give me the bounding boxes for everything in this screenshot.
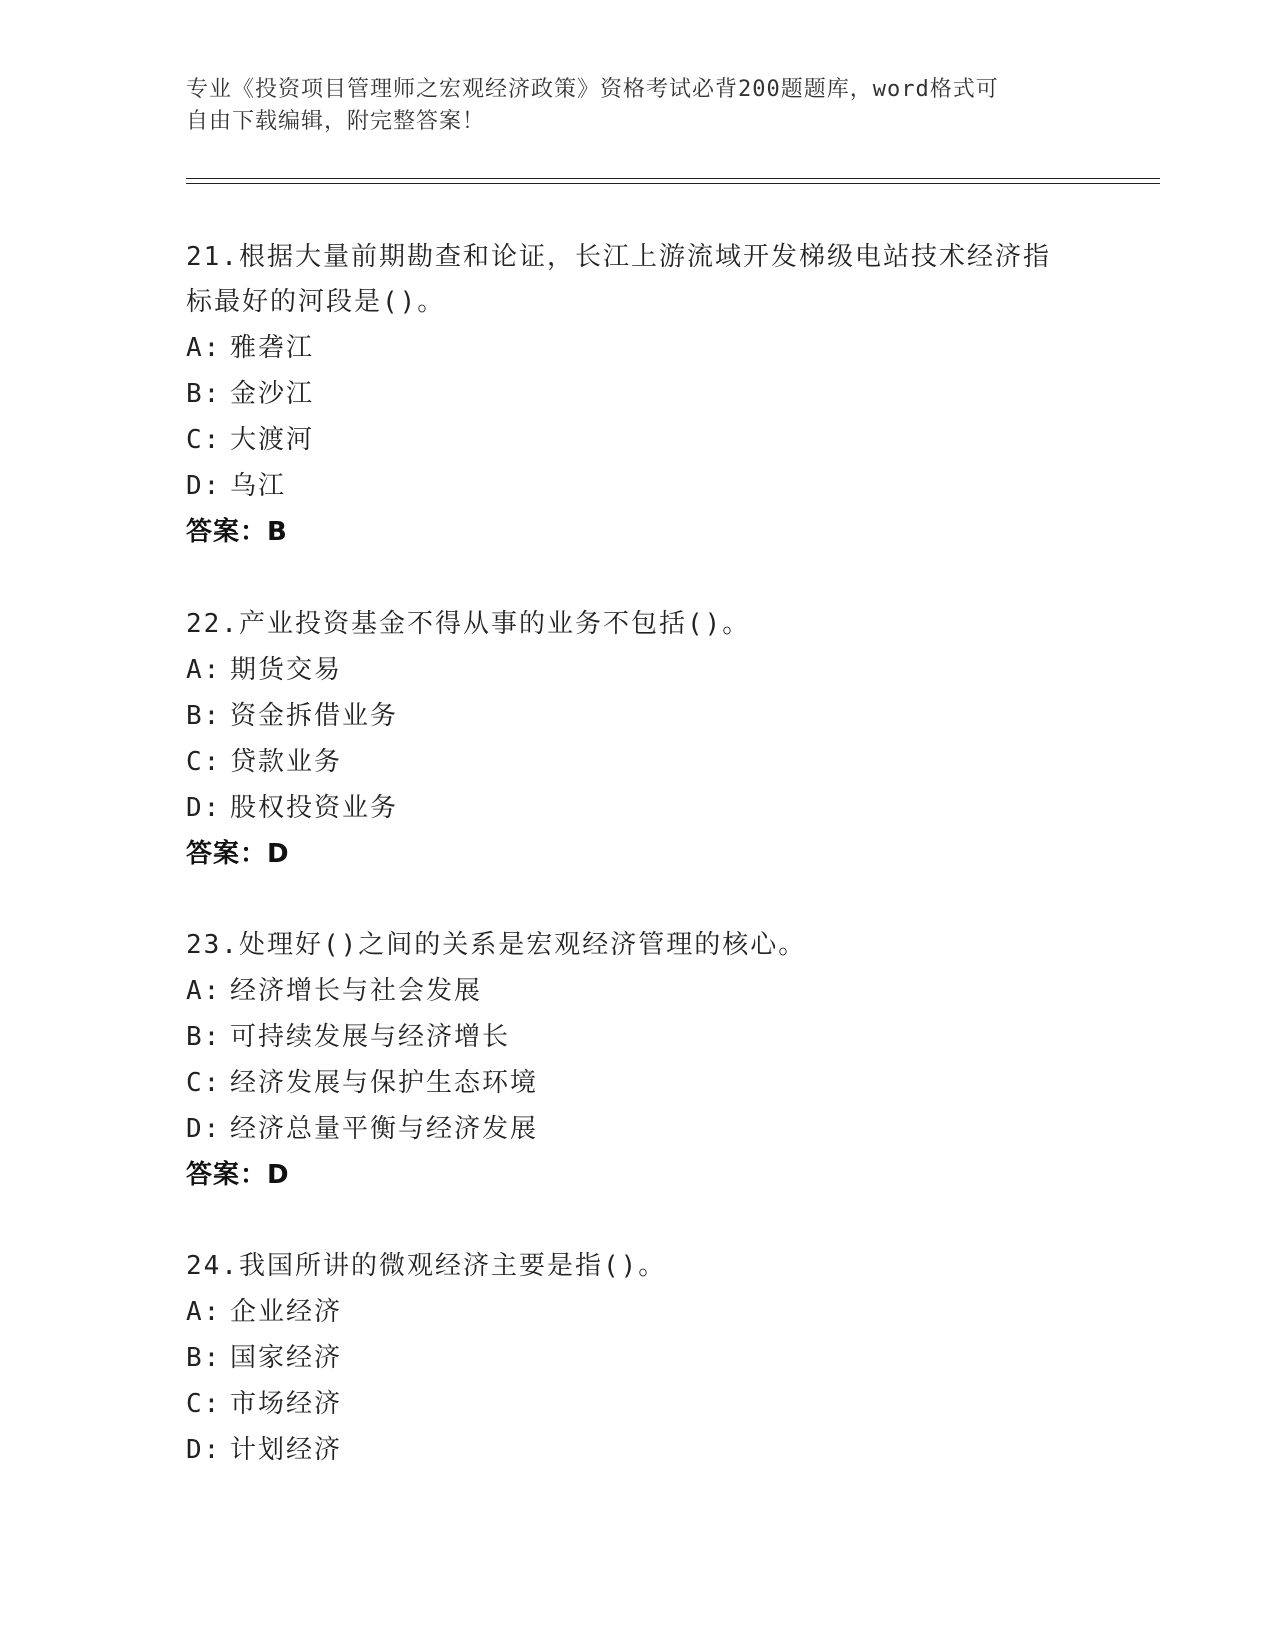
option-text: 经济发展与保护生态环境 xyxy=(230,1068,539,1098)
option-text: 企业经济 xyxy=(230,1297,343,1327)
option-d xyxy=(186,1427,1086,1473)
question-22 xyxy=(186,602,1086,877)
question-stem xyxy=(186,923,1086,968)
option-text: 雅砻江 xyxy=(230,333,315,363)
option-text: 资金拆借业务 xyxy=(230,701,399,731)
option-letter: D: xyxy=(186,471,222,501)
question-stem-line: 23.处理好()之间的关系是宏观经济管理的核心。 xyxy=(186,930,807,960)
question-stem-line: 21.根据大量前期勘查和论证，长江上游流域开发梯级电站技术经济指 xyxy=(186,242,1051,272)
option-letter: D: xyxy=(186,1114,222,1144)
document-header xyxy=(186,74,1066,138)
option-a xyxy=(186,1289,1086,1335)
option-letter: B: xyxy=(186,701,222,731)
option-letter: B: xyxy=(186,379,222,409)
option-text: 市场经济 xyxy=(230,1389,343,1419)
option-a xyxy=(186,968,1086,1014)
option-a xyxy=(186,325,1086,371)
option-letter: A: xyxy=(186,655,222,685)
option-letter: B: xyxy=(186,1022,222,1052)
option-text: 大渡河 xyxy=(230,425,315,455)
option-text: 经济总量平衡与经济发展 xyxy=(230,1114,539,1144)
option-a xyxy=(186,647,1086,693)
answer-label: 答案：D xyxy=(186,1160,290,1190)
option-c xyxy=(186,1060,1086,1106)
question-23 xyxy=(186,923,1086,1198)
option-text: 经济增长与社会发展 xyxy=(230,976,483,1006)
option-d xyxy=(186,785,1086,831)
answer-label: 答案：D xyxy=(186,839,290,869)
question-stem xyxy=(186,1244,1086,1289)
option-b xyxy=(186,1335,1086,1381)
option-text: 可持续发展与经济增长 xyxy=(230,1022,511,1052)
question-stem-line: 24.我国所讲的微观经济主要是指()。 xyxy=(186,1251,667,1281)
option-b xyxy=(186,1014,1086,1060)
option-letter: B: xyxy=(186,1343,222,1373)
question-21 xyxy=(186,235,1086,555)
option-text: 乌江 xyxy=(230,471,287,501)
option-text: 贷款业务 xyxy=(230,747,343,777)
option-letter: C: xyxy=(186,425,222,455)
header-divider-bottom xyxy=(186,183,1160,184)
option-letter: A: xyxy=(186,1297,222,1327)
option-c xyxy=(186,739,1086,785)
option-letter: D: xyxy=(186,1435,222,1465)
question-stem xyxy=(186,235,1086,325)
option-letter: A: xyxy=(186,976,222,1006)
header-line-2: 自由下载编辑，附完整答案！ xyxy=(186,109,486,134)
header-line-1: 专业《投资项目管理师之宏观经济政策》资格考试必背200题题库，word格式可 xyxy=(186,77,999,102)
option-c xyxy=(186,417,1086,463)
option-letter: D: xyxy=(186,793,222,823)
answer-label: 答案：B xyxy=(186,517,288,547)
option-d xyxy=(186,463,1086,509)
option-c xyxy=(186,1381,1086,1427)
option-text: 期货交易 xyxy=(230,655,343,685)
question-stem-line: 标最好的河段是()。 xyxy=(186,287,446,317)
option-b xyxy=(186,693,1086,739)
question-stem-line: 22.产业投资基金不得从事的业务不包括()。 xyxy=(186,609,751,639)
option-letter: C: xyxy=(186,1389,222,1419)
option-d xyxy=(186,1106,1086,1152)
option-letter: C: xyxy=(186,747,222,777)
option-text: 国家经济 xyxy=(230,1343,343,1373)
option-letter: C: xyxy=(186,1068,222,1098)
question-stem xyxy=(186,602,1086,647)
option-text: 计划经济 xyxy=(230,1435,343,1465)
header-divider-top xyxy=(186,178,1160,179)
option-letter: A: xyxy=(186,333,222,363)
option-text: 股权投资业务 xyxy=(230,793,399,823)
option-text: 金沙江 xyxy=(230,379,315,409)
option-b xyxy=(186,371,1086,417)
question-24 xyxy=(186,1244,1086,1473)
